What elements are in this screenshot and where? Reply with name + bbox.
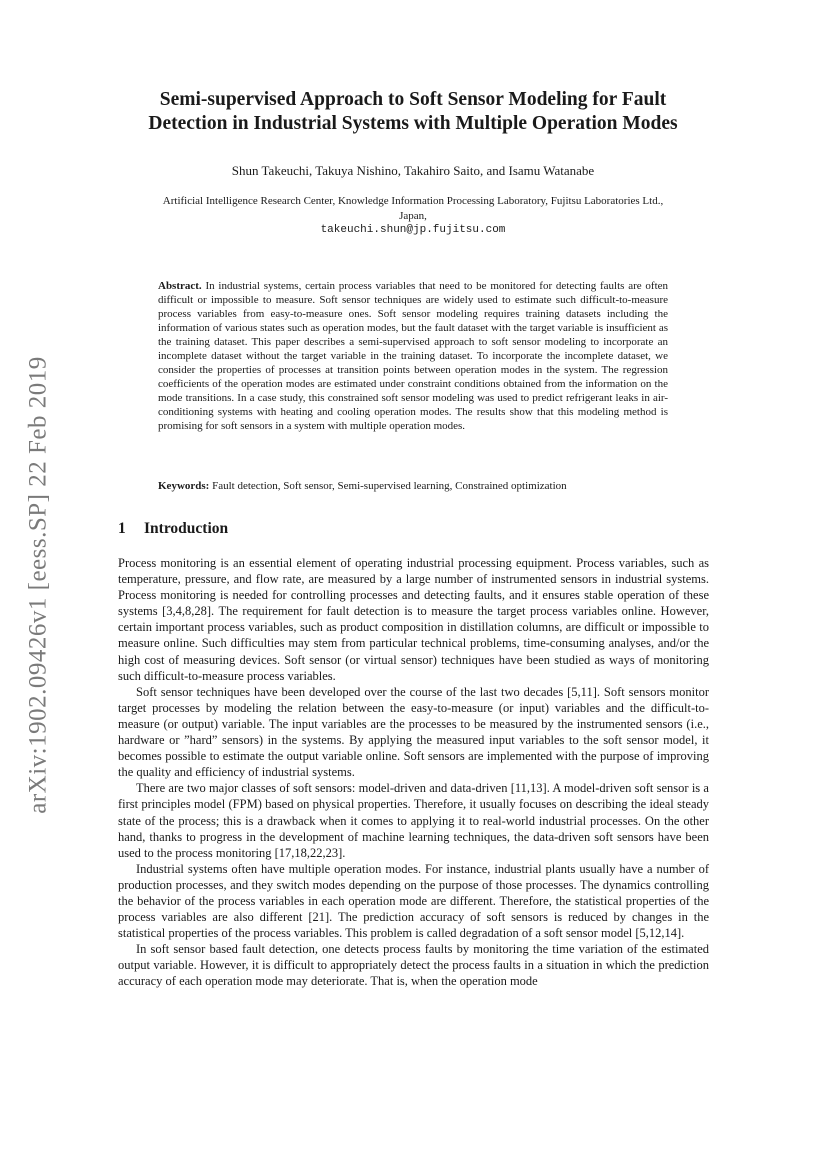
affiliation-block bbox=[120, 194, 706, 238]
arxiv-identifier-text: arXiv:1902.09426v1 [eess.SP] 22 Feb 2019 bbox=[25, 356, 53, 814]
affiliation-line-1: Artificial Intelligence Research Center, Knowledge Information Processing Laboratory, Fujitsu Laboratories Ltd., bbox=[162, 195, 664, 207]
section-heading-introduction bbox=[118, 520, 228, 538]
body-paragraph: There are two major classes of soft sensors: model-driven and data-driven [11,13]. A model-driven soft sensor is a first principles model (FPM) based on physical properties. Therefore, it usually focuses on describing the ideal steady state of the process; this is a drawback when it comes to applying it to real-world industrial processes. On the other hand, thanks to progress in the development of machine learning techniques, the data-driven soft sensors have been used to the process monitoring [17,18,22,23]. bbox=[118, 781, 709, 860]
body-paragraph: Industrial systems often have multiple operation modes. For instance, industrial plants usually have a number of production processes, and they switch modes depending on the purpose of those processes. The dynamics controlling the behavior of the process variables in each operation mode are different. Therefore, the statistical properties of the process variables are also different [21]. The prediction accuracy of soft sensors is reduced by changes in the statistical properties of the process variables. This problem is called degradation of a soft sensor model [5,12,14]. bbox=[118, 861, 709, 941]
abstract-label: Abstract. bbox=[158, 280, 202, 292]
author-list: Shun Takeuchi, Takuya Nishino, Takahiro Saito, and Isamu Watanabe bbox=[231, 163, 595, 178]
abstract bbox=[158, 279, 668, 433]
introduction-body bbox=[118, 555, 709, 990]
body-paragraph: In soft sensor based fault detection, one detects process faults by monitoring the time variation of the estimated output variable. However, it is difficult to appropriately detect the process faults in a situation in which the prediction accuracy of each operation mode may deteriorate. That is, when the operation mode bbox=[118, 942, 709, 989]
author-email: takeuchi.shun@jp.fujitsu.com bbox=[320, 224, 506, 236]
keywords-text: Fault detection, Soft sensor, Semi-supervised learning, Constrained optimization bbox=[212, 480, 567, 492]
arxiv-identifier-stamp bbox=[21, 338, 57, 832]
title-line-1: Semi-supervised Approach to Soft Sensor Modeling for Fault bbox=[159, 89, 667, 110]
section-title: Introduction bbox=[144, 520, 229, 537]
body-paragraph: Soft sensor techniques have been developed over the course of the last two decades [5,11]. Soft sensors monitor target processes by modeling the relation between the easy-to-measure (or input) variables and the difficult-to-measure (or output) variable. The input variables are the processes to be measured by the instrumented sensors (i.e., hardware or ”hard” sensors) in the systems. By applying the measured input variables to the soft sensor model, it becomes possible to estimate the output variable online. Soft sensors are implemented with the purpose of improving the quality and efficiency of industrial systems. bbox=[118, 684, 709, 780]
keywords-label: Keywords: bbox=[158, 480, 210, 492]
affiliation-line-2: Japan, bbox=[399, 209, 427, 222]
section-number: 1 bbox=[118, 520, 126, 537]
abstract-text: In industrial systems, certain process variables that need to be monitored for detecting faults are often difficult or impossible to measure. Soft sensor techniques are widely used to estimate such difficult-to-measure process variables from easy-to-measure ones. Soft sensor modeling requires training datasets including the information of various states such as operation modes, but the fault dataset with the target variable is insufficient as the training dataset. This paper describes a semi-supervised approach to soft sensor modeling to incorporate an incomplete dataset without the target variable in the training dataset. To incorporate the incomplete dataset, we consider the properties of processes at transition points between operation modes in the system. The regression coefficients of the operation modes are estimated under constraint conditions obtained from the information on the mode transitions. In a case study, this constrained soft sensor modeling was used to predict refrigerant leaks in air-conditioning systems with heating and cooling operation modes. The results show that this modeling method is promising for soft sensors in a system with multiple operation modes. bbox=[158, 280, 669, 432]
keywords bbox=[158, 479, 668, 493]
paper-title bbox=[110, 88, 716, 136]
body-paragraph: Process monitoring is an essential element of operating industrial processing equipment. Process variables, such as temperature, pressure, and flow rate, are measured by a large number of instrumented sensors in industrial systems. Process monitoring is needed for controlling processes and detecting faults, and it ensures stable operation of these systems [3,4,8,28]. The requirement for fault detection is to measure the target process variables online. However, certain important process variables, such as product composition in distillation columns, are difficult or impossible to measure online. Such difficulties may stem from particular technical problems, time-consuming analyses, and/or the high cost of measuring devices. Soft sensor (or virtual sensor) techniques have been studied as ways of monitoring such difficult-to-measure process variables. bbox=[118, 556, 709, 683]
title-line-2: Detection in Industrial Systems with Multiple Operation Modes bbox=[148, 113, 678, 134]
